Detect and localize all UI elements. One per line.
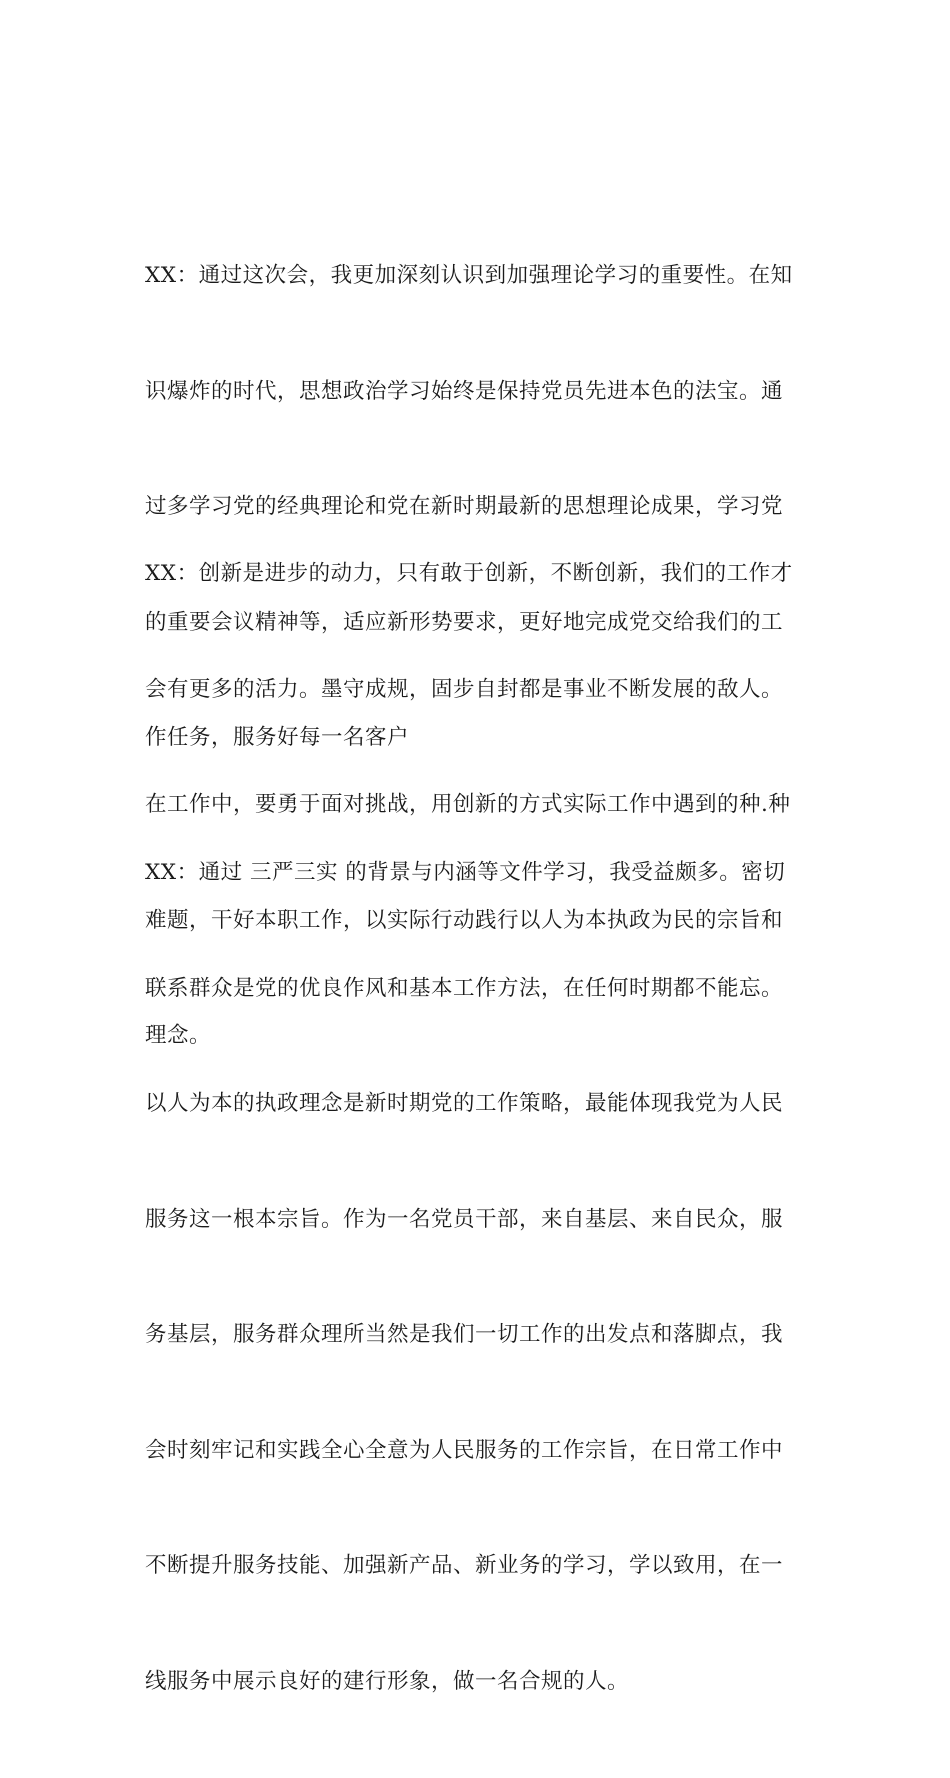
paragraph-line: 的重要会议精神等，适应新形势要求，更好地完成党交给我们的工 [145,609,784,635]
paragraph-line: 过多学习党的经典理论和党在新时期最新的思想理论成果，学习党 [145,494,784,519]
paragraph-line: 会时刻牢记和实践全心全意为人民服务的工作宗旨，在日常工作中 [145,1437,784,1463]
paragraph-line: 理念。 [145,1023,212,1048]
paragraph-line: 作任务，服务好每一名客户 [145,725,410,750]
paragraph-line: 以人为本的执政理念是新时期党的工作策略，最能体现我党为人民 [145,1091,784,1116]
paragraph-line: 在工作中，要勇于面对挑战，用创新的方式实际工作中遇到的种.种 [145,792,791,817]
paragraph-line: 会有更多的活力。墨守成规，固步自封都是事业不断发展的敌人。 [145,676,784,702]
paragraph-line: XX：通过这次会，我更加深刻认识到加强理论学习的重要性。在知 [145,263,793,288]
paragraph-line: XX：创新是进步的动力，只有敢于创新，不断创新，我们的工作才 [145,561,793,586]
paragraph-line: 难题，干好本职工作，以实际行动践行以人为本执政为民的宗旨和 [145,907,784,933]
paragraph-line: 识爆炸的时代，思想政治学习始终是保持党员先进本色的法宝。通 [145,378,784,404]
paragraph-line: 线服务中展示良好的建行形象，做一名合规的人。 [145,1668,630,1694]
paragraph-line: 不断提升服务技能、加强新产品、新业务的学习，学以致用，在一 [145,1553,784,1578]
paragraph-line: 联系群众是党的优良作风和基本工作方法，在任何时期都不能忘。 [145,975,784,1001]
paragraph-line: 服务这一根本宗旨。作为一名党员干部，来自基层、来自民众，服 [145,1206,784,1232]
paragraph-line: XX：通过 三严三实 的背景与内涵等文件学习，我受益颇多。密切 [145,860,786,885]
paragraph-line: 务基层，服务群众理所当然是我们一切工作的出发点和落脚点，我 [145,1322,784,1347]
paragraph-3 [145,777,805,1778]
